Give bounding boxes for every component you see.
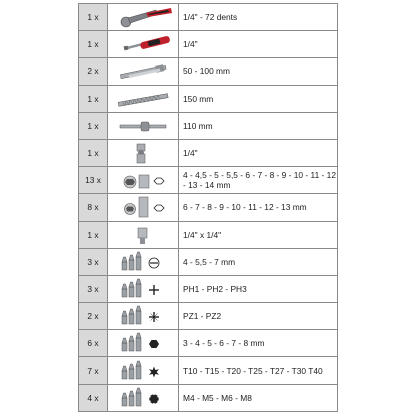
tool-image-cell — [108, 112, 179, 139]
tool-image-cell — [108, 330, 179, 357]
table-row — [79, 139, 338, 166]
quantity-cell: 2 x — [79, 303, 108, 330]
table-row — [79, 194, 338, 221]
description-cell: 1/4" — [179, 139, 338, 166]
table-row — [79, 112, 338, 139]
quantity-cell: 8 x — [79, 194, 108, 221]
screwdriver-handle-icon — [108, 31, 178, 57]
tool-image-cell — [108, 4, 179, 31]
table-row — [79, 85, 338, 112]
tool-image-cell — [108, 303, 179, 330]
tool-image-cell — [108, 58, 179, 85]
description-cell: 1/4" - 72 dents — [179, 4, 338, 31]
description-cell: 1/4" x 1/4" — [179, 221, 338, 248]
short-socket-icon — [108, 167, 178, 193]
quantity-cell: 6 x — [79, 330, 108, 357]
description-cell: PZ1 - PZ2 — [179, 303, 338, 330]
quantity-cell: 1 x — [79, 85, 108, 112]
description-cell: T10 - T15 - T20 - T25 - T27 - T30 T40 — [179, 357, 338, 384]
ribe-bit-icon — [108, 385, 178, 411]
table-row — [79, 330, 338, 357]
description-cell: 110 mm — [179, 112, 338, 139]
table-row — [79, 275, 338, 302]
quantity-cell: 1 x — [79, 112, 108, 139]
extension-bar-icon — [108, 58, 178, 84]
torx-bit-icon — [108, 358, 178, 384]
quantity-cell: 7 x — [79, 357, 108, 384]
description-cell: 3 - 4 - 5 - 6 - 7 - 8 mm — [179, 330, 338, 357]
tool-set-contents-sheet — [78, 3, 338, 416]
table-row — [79, 303, 338, 330]
ratchet-icon — [108, 4, 178, 30]
quantity-cell: 2 x — [79, 58, 108, 85]
universal-joint-icon — [108, 140, 178, 166]
quantity-cell: 3 x — [79, 248, 108, 275]
table-row — [79, 31, 338, 58]
tool-image-cell — [108, 384, 179, 411]
tool-image-cell — [108, 275, 179, 302]
description-cell: 1/4" — [179, 31, 338, 58]
table-row — [79, 357, 338, 384]
tool-image-cell — [108, 31, 179, 58]
phillips-bit-icon — [108, 276, 178, 302]
table-row — [79, 4, 338, 31]
tool-image-cell — [108, 248, 179, 275]
hex-bit-icon — [108, 330, 178, 356]
tool-image-cell — [108, 357, 179, 384]
tool-image-cell — [108, 85, 179, 112]
quantity-cell: 1 x — [79, 139, 108, 166]
table-row — [79, 167, 338, 194]
deep-socket-icon — [108, 194, 178, 220]
table-row — [79, 58, 338, 85]
quantity-cell: 1 x — [79, 31, 108, 58]
description-cell: 4 - 5,5 - 7 mm — [179, 248, 338, 275]
tool-image-cell — [108, 167, 179, 194]
table-row — [79, 248, 338, 275]
description-cell: PH1 - PH2 - PH3 — [179, 275, 338, 302]
t-bar-icon — [108, 113, 178, 139]
adapter-icon — [108, 222, 178, 248]
table-row — [79, 221, 338, 248]
flexible-extension-icon — [108, 86, 178, 112]
quantity-cell: 13 x — [79, 167, 108, 194]
tool-image-cell — [108, 194, 179, 221]
quantity-cell: 4 x — [79, 384, 108, 411]
quantity-cell: 1 x — [79, 4, 108, 31]
description-cell: 50 - 100 mm — [179, 58, 338, 85]
pozidriv-bit-icon — [108, 303, 178, 329]
description-cell: 150 mm — [179, 85, 338, 112]
contents-table — [78, 3, 338, 412]
description-cell: 4 - 4,5 - 5 - 5,5 - 6 - 7 - 8 - 9 - 10 - 11 - 12 - 13 - 14 mm — [179, 167, 338, 194]
quantity-cell: 1 x — [79, 221, 108, 248]
quantity-cell: 3 x — [79, 275, 108, 302]
tool-image-cell — [108, 139, 179, 166]
tool-image-cell — [108, 221, 179, 248]
table-row — [79, 384, 338, 411]
slotted-bit-icon — [108, 249, 178, 275]
description-cell: M4 - M5 - M6 - M8 — [179, 384, 338, 411]
description-cell: 6 - 7 - 8 - 9 - 10 - 11 - 12 - 13 mm — [179, 194, 338, 221]
